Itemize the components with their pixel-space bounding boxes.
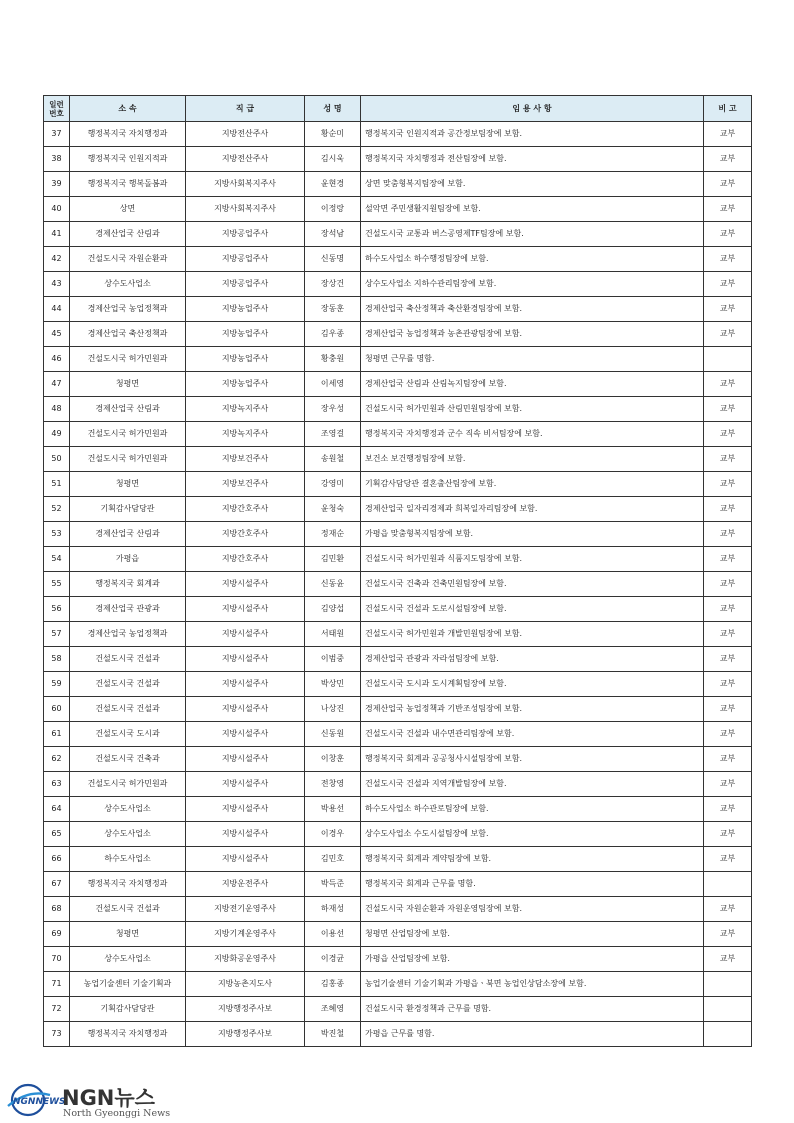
cell-serial-number: 38 <box>44 147 70 172</box>
table-row <box>44 472 752 497</box>
cell-department: 행정복지국 행복돌봄과 <box>70 172 186 197</box>
header-appointment-detail: 임 용 사 항 <box>361 96 704 122</box>
cell-note: 교부 <box>704 622 752 647</box>
cell-department: 건설도시국 허가민원과 <box>70 772 186 797</box>
table-row <box>44 697 752 722</box>
cell-appointment-detail: 경제산업국 관광과 자라섬팀장에 보함. <box>361 647 704 672</box>
cell-rank: 지방전산주사 <box>186 147 305 172</box>
cell-serial-number: 65 <box>44 822 70 847</box>
cell-name: 장동훈 <box>305 297 361 322</box>
cell-department: 기획감사담당관 <box>70 997 186 1022</box>
cell-note: 교부 <box>704 847 752 872</box>
appointment-table-container <box>43 95 751 1047</box>
cell-name: 이세영 <box>305 372 361 397</box>
cell-appointment-detail: 설악면 주민생활지원팀장에 보함. <box>361 197 704 222</box>
cell-name: 하재성 <box>305 897 361 922</box>
cell-note: 교부 <box>704 297 752 322</box>
cell-rank: 지방농촌지도사 <box>186 972 305 997</box>
cell-appointment-detail: 건설도시국 건축과 건축민원팀장에 보함. <box>361 572 704 597</box>
cell-name: 신동윤 <box>305 572 361 597</box>
cell-name: 서태원 <box>305 622 361 647</box>
cell-name: 박득준 <box>305 872 361 897</box>
cell-department: 건설도시국 자원순환과 <box>70 247 186 272</box>
table-row <box>44 172 752 197</box>
cell-department: 청평면 <box>70 472 186 497</box>
ngn-news-logo <box>6 1080 206 1120</box>
table-row <box>44 247 752 272</box>
cell-appointment-detail: 보건소 보건행정팀장에 보함. <box>361 447 704 472</box>
cell-serial-number: 63 <box>44 772 70 797</box>
cell-rank: 지방시설주사 <box>186 847 305 872</box>
cell-serial-number: 68 <box>44 897 70 922</box>
cell-serial-number: 42 <box>44 247 70 272</box>
cell-serial-number: 51 <box>44 472 70 497</box>
cell-serial-number: 71 <box>44 972 70 997</box>
cell-department: 하수도사업소 <box>70 847 186 872</box>
cell-serial-number: 60 <box>44 697 70 722</box>
cell-department: 상수도사업소 <box>70 797 186 822</box>
table-row <box>44 772 752 797</box>
cell-rank: 지방농업주사 <box>186 347 305 372</box>
cell-name: 강영미 <box>305 472 361 497</box>
cell-department: 행정복지국 자치행정과 <box>70 122 186 147</box>
table-row <box>44 422 752 447</box>
cell-department: 농업기술센터 기술기획과 <box>70 972 186 997</box>
cell-appointment-detail: 건설도시국 허가민원과 산림민원팀장에 보함. <box>361 397 704 422</box>
cell-name: 이용선 <box>305 922 361 947</box>
table-row <box>44 297 752 322</box>
cell-name: 김양섭 <box>305 597 361 622</box>
cell-note: 교부 <box>704 547 752 572</box>
table-row <box>44 447 752 472</box>
cell-department: 경제산업국 축산정책과 <box>70 322 186 347</box>
cell-note: 교부 <box>704 722 752 747</box>
table-row <box>44 947 752 972</box>
cell-appointment-detail: 건설도시국 건설과 내수면관리팀장에 보함. <box>361 722 704 747</box>
cell-note: 교부 <box>704 772 752 797</box>
cell-appointment-detail: 청평면 근무를 명함. <box>361 347 704 372</box>
cell-department: 건설도시국 도시과 <box>70 722 186 747</box>
logo-subtitle: North Gyeonggi News <box>63 1108 171 1119</box>
cell-serial-number: 72 <box>44 997 70 1022</box>
cell-department: 행정복지국 인원지적과 <box>70 147 186 172</box>
cell-department: 행정복지국 자치행정과 <box>70 872 186 897</box>
cell-serial-number: 69 <box>44 922 70 947</box>
cell-serial-number: 56 <box>44 597 70 622</box>
cell-rank: 지방공업주사 <box>186 247 305 272</box>
cell-serial-number: 40 <box>44 197 70 222</box>
table-row <box>44 597 752 622</box>
cell-name: 이정랑 <box>305 197 361 222</box>
cell-department: 경제산업국 산림과 <box>70 397 186 422</box>
cell-department: 경제산업국 산림과 <box>70 222 186 247</box>
header-rank: 직 급 <box>186 96 305 122</box>
cell-department: 경제산업국 산림과 <box>70 522 186 547</box>
cell-name: 윤청숙 <box>305 497 361 522</box>
cell-rank: 지방시설주사 <box>186 747 305 772</box>
cell-department: 건설도시국 건설과 <box>70 647 186 672</box>
table-row <box>44 972 752 997</box>
table-row <box>44 122 752 147</box>
cell-rank: 지방운전주사 <box>186 872 305 897</box>
cell-rank: 지방행정주사보 <box>186 1022 305 1047</box>
cell-rank: 지방농업주사 <box>186 322 305 347</box>
cell-appointment-detail: 건설도시국 허가민원과 식품지도팀장에 보함. <box>361 547 704 572</box>
header-department: 소 속 <box>70 96 186 122</box>
cell-note: 교부 <box>704 747 752 772</box>
cell-appointment-detail: 행정복지국 회계과 근무를 명함. <box>361 872 704 897</box>
table-body <box>44 122 752 1047</box>
cell-rank: 지방공업주사 <box>186 272 305 297</box>
cell-serial-number: 47 <box>44 372 70 397</box>
cell-serial-number: 43 <box>44 272 70 297</box>
cell-rank: 지방녹지주사 <box>186 397 305 422</box>
cell-name: 윤현경 <box>305 172 361 197</box>
cell-name: 김우종 <box>305 322 361 347</box>
header-note: 비 고 <box>704 96 752 122</box>
cell-rank: 지방시설주사 <box>186 822 305 847</box>
table-row <box>44 147 752 172</box>
cell-department: 건설도시국 건설과 <box>70 897 186 922</box>
cell-serial-number: 45 <box>44 322 70 347</box>
cell-serial-number: 52 <box>44 497 70 522</box>
cell-name: 장석남 <box>305 222 361 247</box>
table-row <box>44 197 752 222</box>
cell-rank: 지방사회복지주사 <box>186 197 305 222</box>
cell-department: 건설도시국 건설과 <box>70 672 186 697</box>
cell-name: 이창훈 <box>305 747 361 772</box>
cell-name: 정재순 <box>305 522 361 547</box>
cell-appointment-detail: 경제산업국 농업정책과 농촌관광팀장에 보함. <box>361 322 704 347</box>
cell-note: 교부 <box>704 572 752 597</box>
cell-name: 박진철 <box>305 1022 361 1047</box>
cell-rank: 지방전기운영주사 <box>186 897 305 922</box>
cell-appointment-detail: 상수도사업소 지하수관리팀장에 보함. <box>361 272 704 297</box>
table-row <box>44 797 752 822</box>
table-row <box>44 872 752 897</box>
cell-appointment-detail: 기획감사담당관 결혼출산팀장에 보함. <box>361 472 704 497</box>
cell-name: 장우성 <box>305 397 361 422</box>
cell-note: 교부 <box>704 147 752 172</box>
cell-serial-number: 39 <box>44 172 70 197</box>
cell-appointment-detail: 행정복지국 회계과 계약팀장에 보함. <box>361 847 704 872</box>
table-row <box>44 997 752 1022</box>
cell-rank: 지방시설주사 <box>186 622 305 647</box>
cell-rank: 지방전산주사 <box>186 122 305 147</box>
header-serial-number-text: 일련번호 <box>49 99 64 118</box>
table-row <box>44 497 752 522</box>
cell-appointment-detail: 행정복지국 자치행정과 군수 직속 비서팀장에 보함. <box>361 422 704 447</box>
cell-rank: 지방보건주사 <box>186 472 305 497</box>
cell-rank: 지방보건주사 <box>186 447 305 472</box>
cell-appointment-detail: 경제산업국 축산정책과 축산환경팀장에 보함. <box>361 297 704 322</box>
cell-note: 교부 <box>704 797 752 822</box>
cell-department: 행정복지국 회계과 <box>70 572 186 597</box>
cell-appointment-detail: 경제산업국 일자리경제과 희복일자리팀장에 보함. <box>361 497 704 522</box>
cell-appointment-detail: 건설도시국 건설과 지역개발팀장에 보함. <box>361 772 704 797</box>
cell-serial-number: 73 <box>44 1022 70 1047</box>
cell-rank: 지방시설주사 <box>186 597 305 622</box>
cell-rank: 지방시설주사 <box>186 772 305 797</box>
cell-department: 건설도시국 건설과 <box>70 697 186 722</box>
cell-appointment-detail: 상면 맞춤형복지팀장에 보함. <box>361 172 704 197</box>
cell-appointment-detail: 하수도사업소 하수관로팀장에 보함. <box>361 797 704 822</box>
table-row <box>44 897 752 922</box>
cell-serial-number: 58 <box>44 647 70 672</box>
table-row <box>44 372 752 397</box>
cell-name: 조혜영 <box>305 997 361 1022</box>
cell-department: 가평읍 <box>70 547 186 572</box>
cell-department: 경제산업국 농업정책과 <box>70 622 186 647</box>
cell-note: 교부 <box>704 172 752 197</box>
cell-department: 경제산업국 관광과 <box>70 597 186 622</box>
cell-name: 황충원 <box>305 347 361 372</box>
cell-department: 청평면 <box>70 372 186 397</box>
cell-note: 교부 <box>704 422 752 447</box>
cell-note: 교부 <box>704 922 752 947</box>
cell-name: 이범중 <box>305 647 361 672</box>
cell-note: 교부 <box>704 322 752 347</box>
cell-department: 상수도사업소 <box>70 947 186 972</box>
cell-rank: 지방시설주사 <box>186 697 305 722</box>
cell-name: 송원철 <box>305 447 361 472</box>
cell-appointment-detail: 건설도시국 허가민원과 개발민원팀장에 보함. <box>361 622 704 647</box>
cell-appointment-detail: 청평면 산업팀장에 보함. <box>361 922 704 947</box>
cell-serial-number: 48 <box>44 397 70 422</box>
logo-wordmark: NGN뉴스 <box>62 1086 155 1110</box>
cell-note: 교부 <box>704 647 752 672</box>
cell-note: 교부 <box>704 247 752 272</box>
cell-name: 이경우 <box>305 822 361 847</box>
cell-department: 경제산업국 농업정책과 <box>70 297 186 322</box>
cell-appointment-detail: 농업기술센터 기술기획과 가평읍ㆍ북면 농업인상담소장에 보함. <box>361 972 704 997</box>
cell-rank: 지방시설주사 <box>186 672 305 697</box>
cell-name: 박용선 <box>305 797 361 822</box>
cell-appointment-detail: 하수도사업소 하수행정팀장에 보함. <box>361 247 704 272</box>
cell-rank: 지방사회복지주사 <box>186 172 305 197</box>
cell-rank: 지방화공운영주사 <box>186 947 305 972</box>
cell-appointment-detail: 행정복지국 자치행정과 전산팀장에 보함. <box>361 147 704 172</box>
cell-note: 교부 <box>704 697 752 722</box>
table-row <box>44 547 752 572</box>
cell-appointment-detail: 건설도시국 환경정책과 근무를 명함. <box>361 997 704 1022</box>
cell-note: 교부 <box>704 122 752 147</box>
cell-note <box>704 347 752 372</box>
cell-name: 전창영 <box>305 772 361 797</box>
cell-rank: 지방간호주사 <box>186 547 305 572</box>
table-header-row <box>44 96 752 122</box>
cell-name: 박상민 <box>305 672 361 697</box>
cell-serial-number: 50 <box>44 447 70 472</box>
ngn-globe-icon <box>6 1083 66 1117</box>
cell-serial-number: 67 <box>44 872 70 897</box>
header-serial-number <box>44 96 70 122</box>
table-row <box>44 222 752 247</box>
cell-department: 청평면 <box>70 922 186 947</box>
cell-serial-number: 66 <box>44 847 70 872</box>
cell-note: 교부 <box>704 822 752 847</box>
cell-department: 상수도사업소 <box>70 822 186 847</box>
cell-rank: 지방농업주사 <box>186 372 305 397</box>
cell-serial-number: 37 <box>44 122 70 147</box>
cell-rank: 지방시설주사 <box>186 797 305 822</box>
cell-note: 교부 <box>704 672 752 697</box>
cell-appointment-detail: 행정복지국 인원지적과 공간정보팀장에 보함. <box>361 122 704 147</box>
cell-note <box>704 972 752 997</box>
cell-department: 상면 <box>70 197 186 222</box>
table-row <box>44 522 752 547</box>
cell-name: 김민호 <box>305 847 361 872</box>
cell-note <box>704 997 752 1022</box>
cell-name: 이경균 <box>305 947 361 972</box>
cell-appointment-detail: 가평읍 맞춤형복지팀장에 보함. <box>361 522 704 547</box>
cell-department: 행정복지국 자치행정과 <box>70 1022 186 1047</box>
cell-department: 건설도시국 허가민원과 <box>70 347 186 372</box>
table-row <box>44 347 752 372</box>
table-row <box>44 672 752 697</box>
cell-note: 교부 <box>704 447 752 472</box>
table-row <box>44 622 752 647</box>
table-row <box>44 322 752 347</box>
cell-appointment-detail: 상수도사업소 수도시설팀장에 보함. <box>361 822 704 847</box>
table-row <box>44 272 752 297</box>
cell-serial-number: 41 <box>44 222 70 247</box>
cell-serial-number: 59 <box>44 672 70 697</box>
cell-serial-number: 64 <box>44 797 70 822</box>
cell-note <box>704 1022 752 1047</box>
cell-name: 신동원 <box>305 722 361 747</box>
table-row <box>44 822 752 847</box>
cell-appointment-detail: 가평읍 산업팀장에 보함. <box>361 947 704 972</box>
table-row <box>44 922 752 947</box>
cell-appointment-detail: 행정복지국 회계과 공공청사시설팀장에 보함. <box>361 747 704 772</box>
cell-note: 교부 <box>704 522 752 547</box>
table-row <box>44 1022 752 1047</box>
cell-rank: 지방기계운영주사 <box>186 922 305 947</box>
cell-name: 김홍종 <box>305 972 361 997</box>
cell-rank: 지방행정주사보 <box>186 997 305 1022</box>
table-row <box>44 722 752 747</box>
cell-serial-number: 62 <box>44 747 70 772</box>
cell-serial-number: 61 <box>44 722 70 747</box>
cell-appointment-detail: 건설도시국 도시과 도시계획팀장에 보함. <box>361 672 704 697</box>
cell-name: 나상진 <box>305 697 361 722</box>
cell-rank: 지방농업주사 <box>186 297 305 322</box>
cell-department: 건설도시국 허가민원과 <box>70 447 186 472</box>
cell-note: 교부 <box>704 397 752 422</box>
cell-note: 교부 <box>704 197 752 222</box>
cell-appointment-detail: 건설도시국 건설과 도로시설팀장에 보함. <box>361 597 704 622</box>
cell-rank: 지방간호주사 <box>186 522 305 547</box>
cell-note: 교부 <box>704 272 752 297</box>
logo-mark-label: NGNNEWS <box>13 1097 66 1107</box>
cell-serial-number: 44 <box>44 297 70 322</box>
cell-department: 건설도시국 허가민원과 <box>70 422 186 447</box>
cell-name: 김민환 <box>305 547 361 572</box>
cell-note: 교부 <box>704 222 752 247</box>
cell-rank: 지방간호주사 <box>186 497 305 522</box>
cell-note: 교부 <box>704 472 752 497</box>
cell-appointment-detail: 가평읍 근무를 명함. <box>361 1022 704 1047</box>
cell-note <box>704 872 752 897</box>
cell-serial-number: 53 <box>44 522 70 547</box>
table-row <box>44 572 752 597</box>
table-row <box>44 397 752 422</box>
cell-note: 교부 <box>704 597 752 622</box>
cell-rank: 지방시설주사 <box>186 722 305 747</box>
cell-name: 김시욱 <box>305 147 361 172</box>
table-row <box>44 847 752 872</box>
cell-department: 기획감사담당관 <box>70 497 186 522</box>
cell-note: 교부 <box>704 947 752 972</box>
cell-rank: 지방공업주사 <box>186 222 305 247</box>
cell-department: 상수도사업소 <box>70 272 186 297</box>
cell-serial-number: 46 <box>44 347 70 372</box>
cell-note: 교부 <box>704 372 752 397</box>
table-row <box>44 747 752 772</box>
cell-name: 조영걸 <box>305 422 361 447</box>
cell-rank: 지방녹지주사 <box>186 422 305 447</box>
header-name: 성 명 <box>305 96 361 122</box>
cell-serial-number: 54 <box>44 547 70 572</box>
cell-name: 황순미 <box>305 122 361 147</box>
cell-name: 신동명 <box>305 247 361 272</box>
cell-note: 교부 <box>704 897 752 922</box>
cell-serial-number: 49 <box>44 422 70 447</box>
table-row <box>44 647 752 672</box>
cell-serial-number: 55 <box>44 572 70 597</box>
cell-appointment-detail: 건설도시국 자원순환과 자원운영팀장에 보함. <box>361 897 704 922</box>
cell-rank: 지방시설주사 <box>186 647 305 672</box>
cell-serial-number: 70 <box>44 947 70 972</box>
cell-appointment-detail: 경제산업국 산림과 산림녹지팀장에 보함. <box>361 372 704 397</box>
cell-note: 교부 <box>704 497 752 522</box>
cell-appointment-detail: 경제산업국 농업정책과 기반조성팀장에 보함. <box>361 697 704 722</box>
cell-name: 장상건 <box>305 272 361 297</box>
cell-rank: 지방시설주사 <box>186 572 305 597</box>
appointment-table <box>43 95 752 1047</box>
cell-serial-number: 57 <box>44 622 70 647</box>
cell-appointment-detail: 건설도시국 교통과 버스공영제TF팀장에 보함. <box>361 222 704 247</box>
cell-department: 건설도시국 건축과 <box>70 747 186 772</box>
